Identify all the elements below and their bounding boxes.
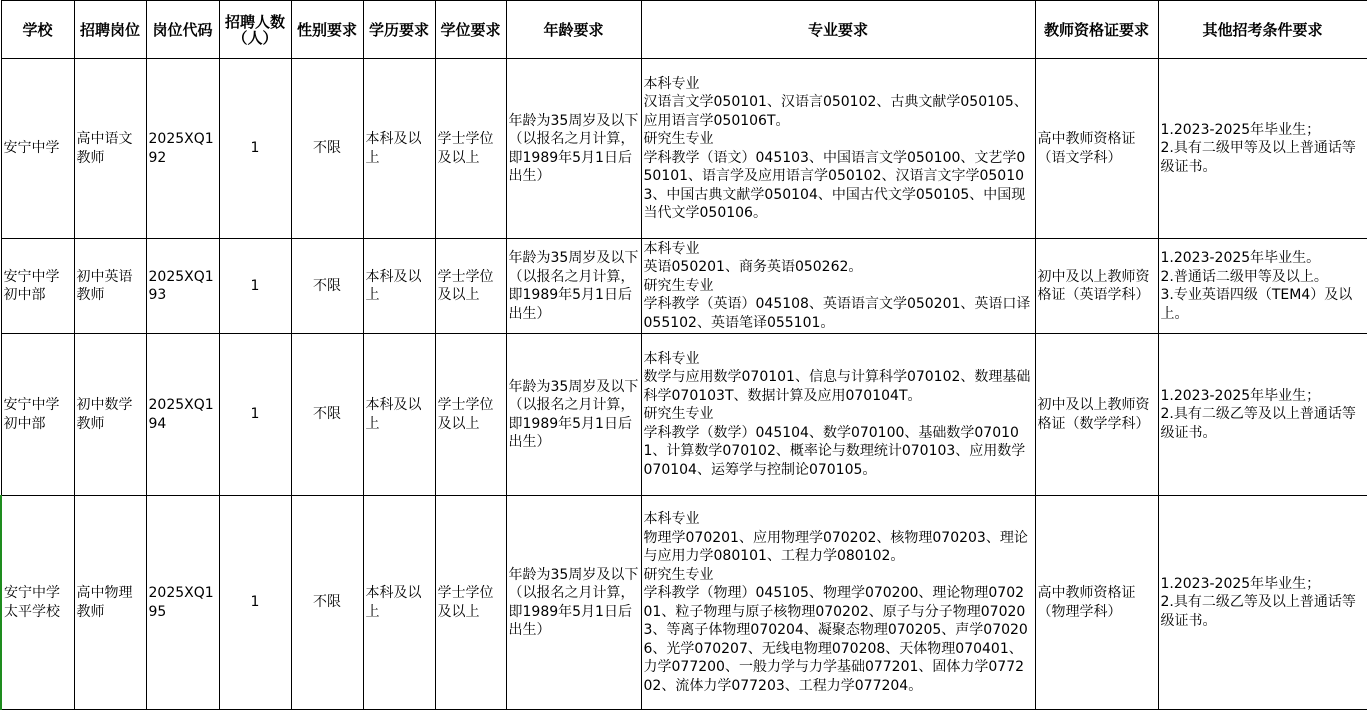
cell-code: 2025XQ195	[146, 496, 219, 710]
table-row	[1, 496, 1367, 710]
cell-position: 高中物理教师	[74, 496, 146, 710]
cell-count: 1	[219, 496, 291, 710]
cell-school: 安宁中学初中部	[1, 239, 74, 334]
cell-certificate: 初中及以上教师资格证（英语学科）	[1035, 239, 1158, 334]
header-school: 学校	[1, 1, 74, 59]
cell-other: 1.2023-2025年毕业生； 2.具有二级乙等及以上普通话等级证书。	[1158, 496, 1367, 710]
cell-school: 安宁中学太平学校	[1, 496, 74, 710]
cell-position: 初中英语教师	[74, 239, 146, 334]
cell-age: 年龄为35周岁及以下（以报名之月计算，即1989年5月1日后出生）	[506, 239, 641, 334]
cell-other: 1.2023-2025年毕业生； 2.具有二级乙等及以上普通话等级证书。	[1158, 334, 1367, 496]
cell-major: 本科专业 汉语言文学050101、汉语言050102、古典文献学050105、应用语言学050106T。 研究生专业 学科教学（语文）045103、中国语言文学050100、文艺学050101、语言学及应用语言学050102、汉语言文字学050103、中国古典文献学050104、中国古代文学050105、中国现当代文学050106。	[641, 59, 1035, 239]
cell-school: 安宁中学	[1, 59, 74, 239]
cell-count: 1	[219, 59, 291, 239]
header-code: 岗位代码	[146, 1, 219, 59]
cell-other: 1.2023-2025年毕业生。 2.普通话二级甲等及以上。 3.专业英语四级（TEM4）及以上。	[1158, 239, 1367, 334]
cell-gender: 不限	[291, 59, 363, 239]
cell-education: 本科及以上	[363, 239, 435, 334]
cell-gender: 不限	[291, 239, 363, 334]
header-major: 专业要求	[641, 1, 1035, 59]
table-row	[1, 59, 1367, 239]
table-row	[1, 239, 1367, 334]
header-gender: 性别要求	[291, 1, 363, 59]
cell-age: 年龄为35周岁及以下（以报名之月计算，即1989年5月1日后出生）	[506, 334, 641, 496]
cell-major: 本科专业 数学与应用数学070101、信息与计算科学070102、数理基础科学070103T、数据计算及应用070104T。 研究生专业 学科教学（数学）045104、数学070100、基础数学070101、计算数学070102、概率论与数理统计070103、应用数学070104、运筹学与控制论070105。	[641, 334, 1035, 496]
header-other: 其他招考条件要求	[1158, 1, 1367, 59]
cell-degree: 学士学位及以上	[435, 239, 506, 334]
cell-gender: 不限	[291, 334, 363, 496]
cell-code: 2025XQ192	[146, 59, 219, 239]
header-degree: 学位要求	[435, 1, 506, 59]
cell-age: 年龄为35周岁及以下（以报名之月计算，即1989年5月1日后出生）	[506, 496, 641, 710]
cell-education: 本科及以上	[363, 496, 435, 710]
cell-education: 本科及以上	[363, 59, 435, 239]
cell-school: 安宁中学初中部	[1, 334, 74, 496]
cell-major: 本科专业 英语050201、商务英语050262。 研究生专业 学科教学（英语）045108、英语语言文学050201、英语口译055102、英语笔译055101。	[641, 239, 1035, 334]
cell-count: 1	[219, 239, 291, 334]
cell-degree: 学士学位及以上	[435, 496, 506, 710]
cell-certificate: 初中及以上教师资格证（数学学科）	[1035, 334, 1158, 496]
table-row	[1, 334, 1367, 496]
cell-certificate: 高中教师资格证（语文学科）	[1035, 59, 1158, 239]
cell-other: 1.2023-2025年毕业生； 2.具有二级甲等及以上普通话等级证书。	[1158, 59, 1367, 239]
cell-degree: 学士学位及以上	[435, 59, 506, 239]
cell-certificate: 高中教师资格证（物理学科）	[1035, 496, 1158, 710]
header-position: 招聘岗位	[74, 1, 146, 59]
header-education: 学历要求	[363, 1, 435, 59]
header-certificate: 教师资格证要求	[1035, 1, 1158, 59]
cell-count: 1	[219, 334, 291, 496]
cell-position: 初中数学教师	[74, 334, 146, 496]
cell-education: 本科及以上	[363, 334, 435, 496]
header-row	[1, 1, 1367, 59]
cell-position: 高中语文教师	[74, 59, 146, 239]
cell-code: 2025XQ193	[146, 239, 219, 334]
cell-age: 年龄为35周岁及以下（以报名之月计算，即1989年5月1日后出生）	[506, 59, 641, 239]
cell-major: 本科专业 物理学070201、应用物理学070202、核物理070203、理论与应用力学080101、工程力学080102。 研究生专业 学科教学（物理）045105、物理学070200、理论物理070201、粒子物理与原子核物理070202、原子与分子物理070203、等离子体物理070204、凝聚态物理070205、声学070206、光学070207、无线电物理070208、天体物理070401、力学077200、一般力学与力学基础077201、固体力学077202、流体力学077203、工程力学077204。	[641, 496, 1035, 710]
cell-gender: 不限	[291, 496, 363, 710]
cell-degree: 学士学位及以上	[435, 334, 506, 496]
header-count: 招聘人数（人）	[219, 1, 291, 59]
cell-code: 2025XQ194	[146, 334, 219, 496]
header-age: 年龄要求	[506, 1, 641, 59]
